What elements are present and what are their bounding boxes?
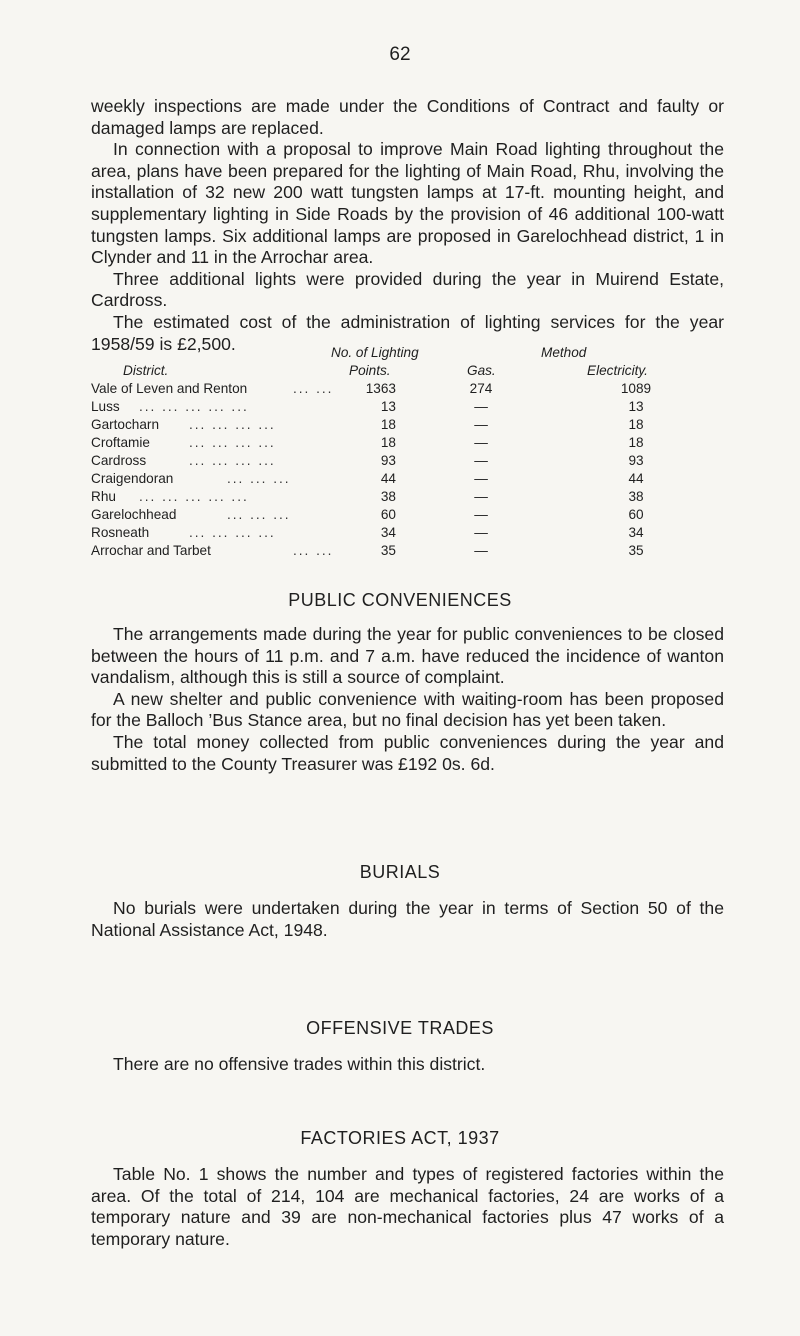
district-cell: Rhu (91, 489, 116, 504)
leader-dots: ... ... ... (227, 471, 291, 486)
public-conveniences-heading: PUBLIC CONVENIENCES (288, 590, 512, 610)
intro-paragraph-4: The estimated cost of the administration of lighting services for the year 1958/59 is £2,500. (91, 311, 724, 354)
intro-text (91, 96, 724, 355)
points-cell: 13 (380, 399, 396, 414)
district-cell: Cardross (91, 453, 147, 468)
leader-dots: ... ... ... (227, 507, 291, 522)
points-cell: 60 (380, 507, 396, 522)
header-gas: Gas. (467, 363, 496, 378)
electricity-cell: 93 (628, 453, 644, 468)
header-district: District. (123, 363, 169, 378)
points-cell: 18 (380, 435, 396, 450)
table-row (91, 543, 771, 561)
gas-cell: — (474, 507, 488, 522)
district-cell: Gartocharn (91, 417, 160, 432)
leader-dots: ... ... ... ... (189, 453, 276, 468)
points-cell: 44 (380, 471, 396, 486)
leader-dots: ... ... ... ... (189, 435, 276, 450)
offensive-trades-paragraph-1: There are no offensive trades within this district. (113, 1054, 486, 1074)
electricity-cell: 44 (628, 471, 644, 486)
gas-cell: — (474, 543, 488, 558)
gas-cell: — (474, 489, 488, 504)
points-cell: 38 (380, 489, 396, 504)
leader-dots: ... ... ... ... ... (139, 399, 249, 414)
gas-cell: — (474, 435, 488, 450)
leader-dots: ... ... ... ... (189, 525, 276, 540)
leader-dots: ... ... (293, 543, 334, 558)
header-points: Points. (349, 363, 391, 378)
header-method: Method (541, 345, 587, 360)
public-conveniences-text (91, 624, 724, 775)
electricity-cell: 18 (628, 435, 644, 450)
gas-cell: — (474, 399, 488, 414)
electricity-cell: 38 (628, 489, 644, 504)
offensive-trades-text (91, 1054, 724, 1076)
leader-dots: ... ... ... ... ... (139, 489, 249, 504)
factories-act-paragraph-1: Table No. 1 shows the number and types of registered factories within the area. Of the total of 214, 104 are mechanical factories, 24 are works of a temporary nature and 39 are non-mechanical factories plus 47 works of a temporary nature. (91, 1164, 724, 1249)
electricity-cell: 13 (628, 399, 644, 414)
points-cell: 34 (380, 525, 396, 540)
header-no-of-lighting: No. of Lighting (331, 345, 419, 360)
offensive-trades-heading: OFFENSIVE TRADES (306, 1018, 494, 1038)
points-cell: 93 (380, 453, 396, 468)
table-row (91, 525, 771, 543)
table-row (91, 381, 771, 399)
burials-heading: BURIALS (359, 862, 441, 882)
header-electricity: Electricity. (587, 363, 648, 378)
leader-dots: ... ... (293, 381, 334, 396)
gas-cell: — (474, 417, 488, 432)
electricity-cell: 1089 (620, 381, 652, 396)
district-cell: Luss (91, 399, 120, 414)
gas-cell: — (474, 471, 488, 486)
factories-act-heading: FACTORIES ACT, 1937 (300, 1128, 500, 1148)
gas-cell: — (474, 453, 488, 468)
table-row (91, 489, 771, 507)
table-row (91, 453, 771, 471)
electricity-cell: 18 (628, 417, 644, 432)
table-row (91, 471, 771, 489)
district-cell: Vale of Leven and Renton (91, 381, 248, 396)
points-cell: 1363 (365, 381, 396, 396)
electricity-cell: 35 (628, 543, 644, 558)
public-conveniences-paragraph-1: The arrangements made during the year for public conveniences to be closed between the hours of 11 p.m. and 7 a.m. have reduced the incidence of wanton vandalism, although this is still a source of complaint. (91, 624, 724, 688)
district-cell: Craigendoran (91, 471, 174, 486)
public-conveniences-paragraph-3: The total money collected from public conveniences during the year and submitted to the County Treasurer was £192 0s. 6d. (91, 731, 724, 774)
table-row (91, 417, 771, 435)
electricity-cell: 60 (628, 507, 644, 522)
burials-paragraph-1: No burials were undertaken during the year in terms of Section 50 of the National Assistance Act, 1948. (91, 898, 724, 940)
page-number: 62 (389, 44, 411, 65)
burials-text (91, 898, 724, 941)
district-cell: Arrochar and Tarbet (91, 543, 211, 558)
table-row (91, 435, 771, 453)
points-cell: 35 (380, 543, 396, 558)
table-row (91, 507, 771, 525)
intro-paragraph-3: Three additional lights were provided during the year in Muirend Estate, Cardross. (91, 268, 724, 311)
electricity-cell: 34 (628, 525, 644, 540)
district-cell: Croftamie (91, 435, 150, 450)
gas-cell: 274 (469, 381, 493, 396)
district-cell: Garelochhead (91, 507, 177, 522)
table-row (91, 399, 771, 417)
gas-cell: — (474, 525, 488, 540)
leader-dots: ... ... ... ... (189, 417, 276, 432)
factories-act-text (91, 1164, 724, 1250)
intro-paragraph-2: In connection with a proposal to improve Main Road lighting throughout the area, plans have been prepared for the lighting of Main Road, Rhu, involving the installation of 32 new 200 watt tungsten lamps at 17-ft. mounting height, and supplementary lighting in Side Roads by the provision of 46 additional 100-watt tungsten lamps. Six additional lamps are proposed in Garelochhead district, 1 in Clynder and 11 in the Arrochar area. (91, 139, 724, 268)
public-conveniences-paragraph-2: A new shelter and public convenience with waiting-room has been proposed for the Balloch ’Bus Stance area, but no final decision has yet been taken. (91, 688, 724, 731)
district-cell: Rosneath (91, 525, 150, 540)
intro-paragraph-1: weekly inspections are made under the Conditions of Contract and faulty or damaged lamps are replaced. (91, 96, 724, 138)
points-cell: 18 (380, 417, 396, 432)
